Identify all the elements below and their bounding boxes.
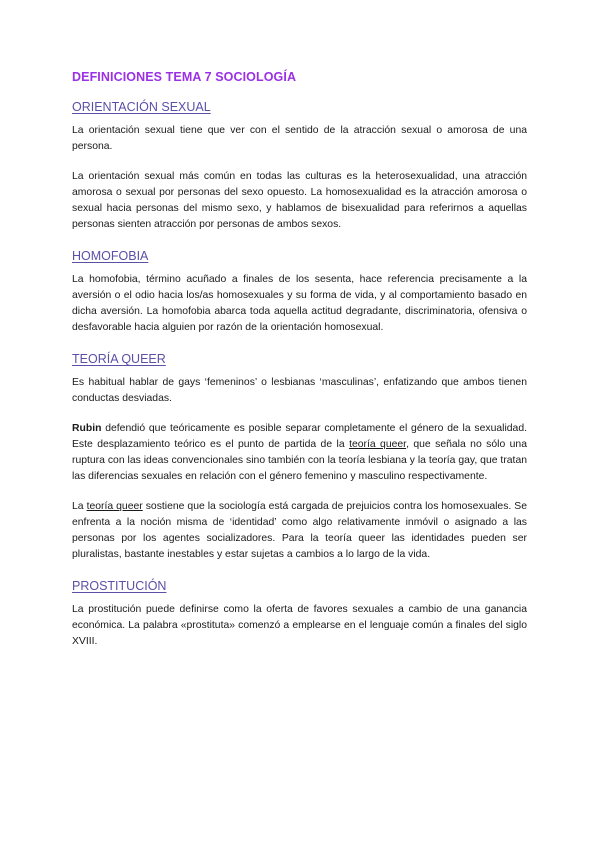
section-teoria-queer — [72, 352, 527, 563]
document-title: DEFINICIONES TEMA 7 SOCIOLOGÍA — [72, 70, 297, 84]
paragraph — [72, 421, 527, 485]
section-heading: ORIENTACIÓN SEXUAL — [72, 100, 211, 114]
paragraph-text: defendió que teóricamente es posible separar completamente el género de la sexualidad. Este desplazamiento teórico es el punto de partida de la — [72, 423, 527, 450]
paragraph: La orientación sexual más común en todas las culturas es la heterosexualidad, una atracción amorosa o sexual por personas del sexo opuesto. La homosexualidad es la atracción amorosa o sexual hacia personas del mismo sexo, y hablamos de bisexualidad para referirnos a aquellas personas sienten atracción por personas de ambos sexos. — [72, 171, 527, 230]
section-heading: TEORÍA QUEER — [72, 352, 166, 366]
document-page — [72, 70, 527, 666]
section-orientacion-sexual — [72, 100, 527, 233]
author-name: Rubin — [72, 423, 102, 434]
section-prostitucion — [72, 579, 527, 650]
paragraph: La prostitución puede definirse como la oferta de favores sexuales a cambio de una ganancia económica. La palabra «prostituta» comenzó a emplearse en el lenguaje común a finales del siglo XVIII. — [72, 604, 527, 647]
underlined-term: teoría queer — [86, 501, 143, 512]
paragraph: Es habitual hablar de gays ‘femeninos’ o lesbianas ‘masculinas’, enfatizando que ambos tienen conductas desviadas. — [72, 377, 527, 404]
paragraph-text: La — [72, 501, 87, 512]
section-homofobia — [72, 249, 527, 336]
paragraph: La orientación sexual tiene que ver con el sentido de la atracción sexual o amorosa de una persona. — [72, 125, 527, 152]
section-heading: PROSTITUCIÓN — [72, 579, 167, 593]
underlined-term: teoría queer — [349, 439, 407, 450]
paragraph-text: , que señala no sólo una ruptura con las ideas convencionales sino también con la teoría lesbiana y la teoría gay, que tratan las diferencias sexuales en relación con el género femenino y masculino respectivamente. — [72, 439, 527, 482]
paragraph-text: sostiene que la sociología está cargada de prejuicios contra los homosexuales. Se enfrenta a la noción misma de ‘identidad’ como algo relativamente inmóvil o asignado a las personas por los agentes socializadores. Para la teoría queer las identidades pueden ser pluralistas, bastante inestables y estar sujetas a cambios a lo largo de la vida. — [72, 501, 527, 560]
paragraph — [72, 499, 527, 563]
paragraph: La homofobia, término acuñado a finales de los sesenta, hace referencia precisamente a la aversión o el odio hacia los/as homosexuales y su forma de vida, y al comportamiento basado en dicha aversión. La homofobia abarca toda aquella actitud degradante, discriminatoria, ofensiva o desfavorable hacia alguien por razón de la orientación homosexual. — [72, 274, 527, 333]
section-heading: HOMOFOBIA — [72, 249, 149, 263]
